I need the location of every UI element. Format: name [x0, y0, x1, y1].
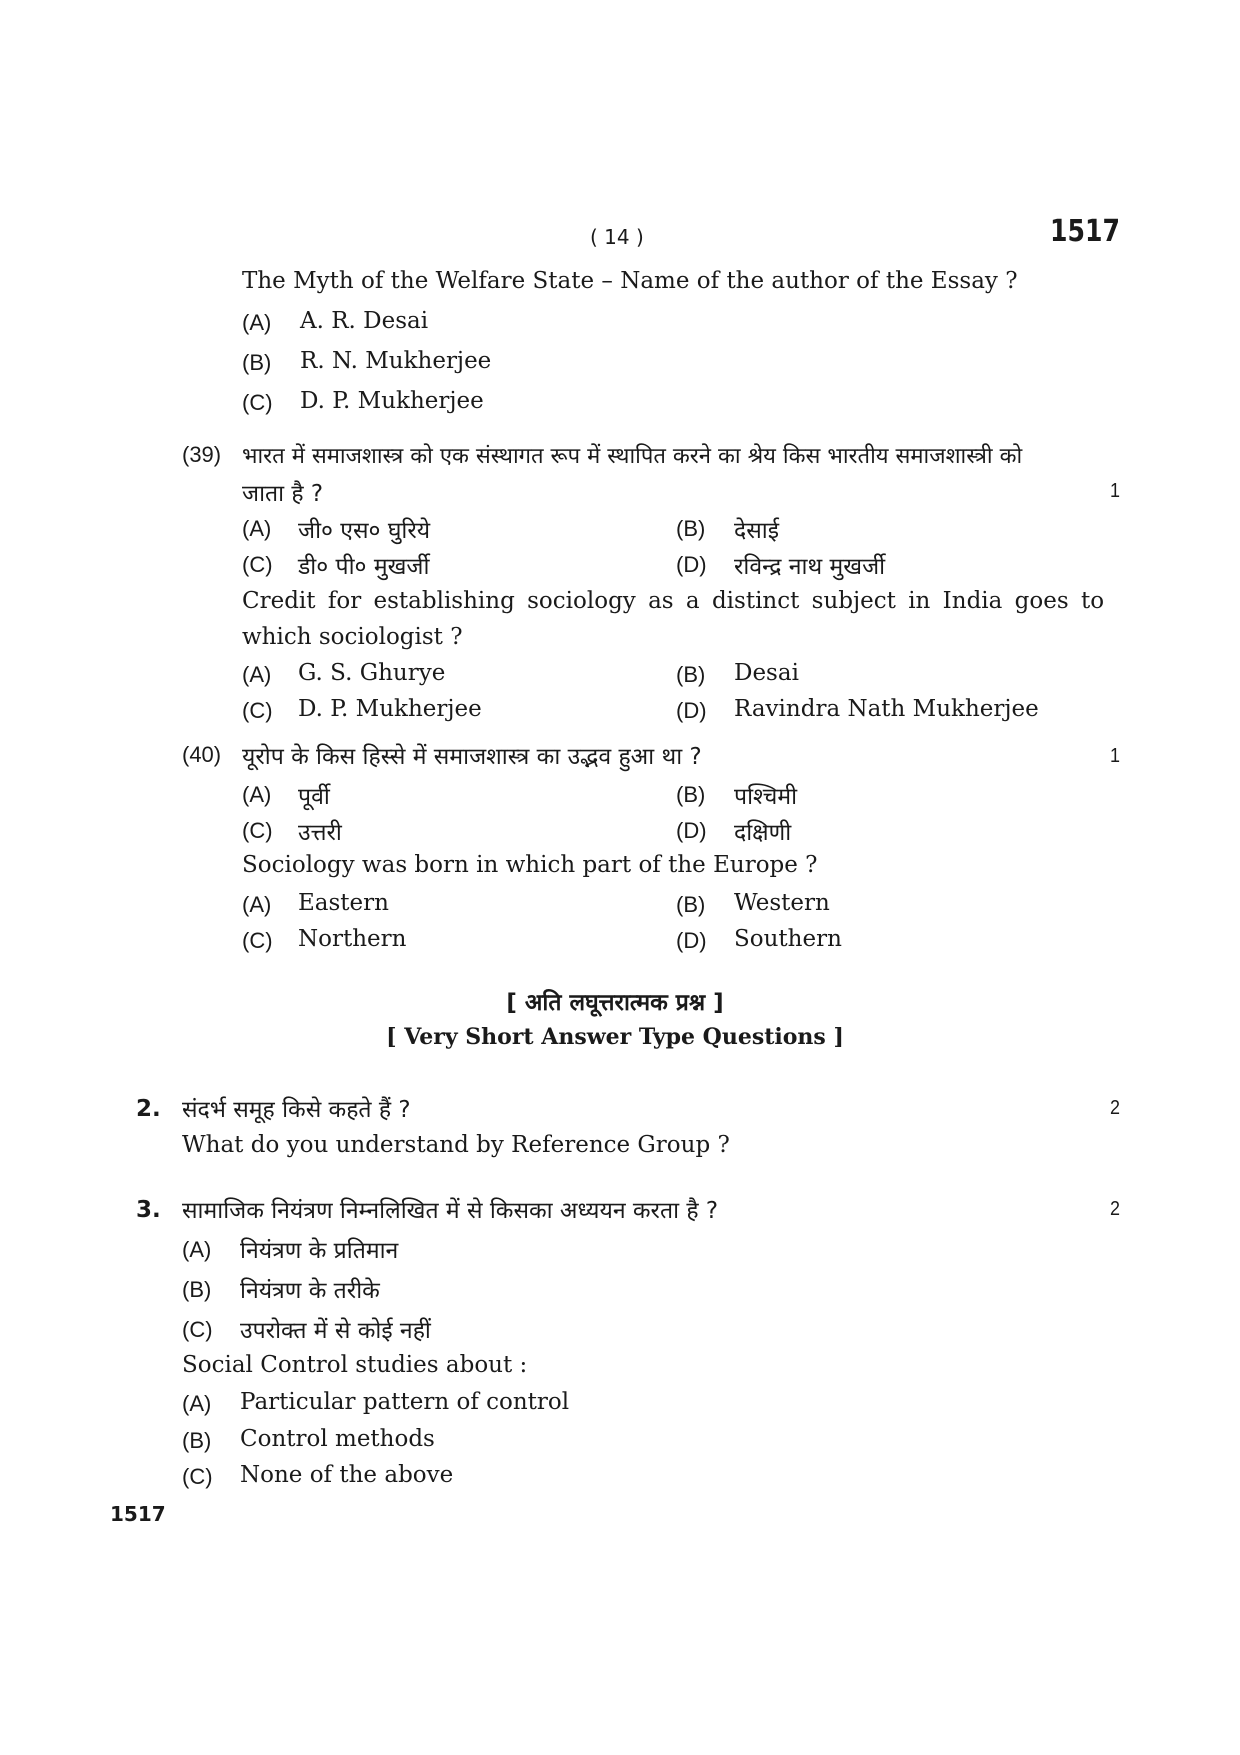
- q3-english-option-text: None of the above: [240, 1462, 454, 1488]
- q40-hindi-option-text: पूर्वी: [298, 784, 330, 810]
- section-title-hindi: [0, 985, 1240, 1017]
- q39-hindi-option-text: डी० पी० मुखर्जी: [298, 554, 430, 580]
- q40-hindi-option-text: पश्चिमी: [734, 784, 798, 810]
- q3-number: 3.: [136, 1197, 161, 1223]
- q40-english-option-letter: (D): [676, 928, 707, 953]
- q38-option-letter: (C): [242, 390, 273, 415]
- q40-english-option-text: Northern: [298, 926, 407, 952]
- q40-english-option-letter: (A): [242, 892, 272, 917]
- q40-hindi-option-letter: (B): [676, 782, 706, 807]
- q40-hindi-option-text: दक्षिणी: [734, 820, 792, 846]
- q3-english-option-text: Particular pattern of control: [240, 1389, 570, 1415]
- q40-english-option-text: Western: [734, 890, 830, 916]
- q39-hindi-option-text: रविन्द्र नाथ मुखर्जी: [734, 554, 886, 580]
- q40-hindi-option-letter: (D): [676, 818, 707, 843]
- q40-english-option-letter: (C): [242, 928, 273, 953]
- q39-hindi-option-letter: (A): [242, 516, 272, 541]
- q3-hindi-option-letter: (A): [182, 1237, 212, 1262]
- q39-hindi-line1: भारत में समाजशास्त्र को एक संस्थागत रूप में स्थापित करने का श्रेय किस भारतीय समाजशास्त्री को: [242, 444, 1023, 469]
- q38-option-text: A. R. Desai: [300, 308, 429, 334]
- section-title-english-text: [ Very Short Answer Type Questions ]: [386, 1024, 844, 1050]
- q3-english-option-letter: (B): [182, 1428, 212, 1453]
- q38-english-question: The Myth of the Welfare State – Name of the author of the Essay ?: [242, 268, 1018, 294]
- q39-english-option-text: G. S. Ghurye: [298, 660, 446, 686]
- q39-number: (39): [182, 442, 222, 467]
- page-number: ( 14 ): [590, 225, 644, 249]
- q3-english: Social Control studies about :: [182, 1352, 528, 1378]
- q3-english-option-letter: (A): [182, 1391, 212, 1416]
- q40-marks: 1: [1110, 745, 1121, 767]
- q39-hindi-option-letter: (B): [676, 516, 706, 541]
- section-title-english: [0, 1024, 1240, 1050]
- q40-number: (40): [182, 742, 222, 767]
- q3-marks: 2: [1110, 1198, 1121, 1220]
- q39-english-option-letter: (A): [242, 662, 272, 687]
- q38-option-text: D. P. Mukherjee: [300, 388, 484, 414]
- q3-hindi-option-text: नियंत्रण के प्रतिमान: [240, 1238, 399, 1264]
- q3-hindi-option-text: नियंत्रण के तरीके: [240, 1278, 380, 1304]
- q39-hindi-option-text: देसाई: [734, 518, 780, 544]
- q2-hindi: संदर्भ समूह किसे कहते हैं ?: [182, 1097, 411, 1123]
- q40-english-option-text: Eastern: [298, 890, 389, 916]
- q2-number: 2.: [136, 1096, 161, 1122]
- q39-hindi-line2: जाता है ?: [242, 481, 324, 507]
- q40-hindi-option-letter: (C): [242, 818, 273, 843]
- section-title-hindi-text: [ अति लघूत्तरात्मक प्रश्न ]: [506, 990, 724, 1016]
- q40-english-option-text: Southern: [734, 926, 842, 952]
- footer-code: 1517: [110, 1502, 166, 1526]
- q3-hindi: सामाजिक नियंत्रण निम्नलिखित में से किसका अध्ययन करता है ?: [182, 1198, 719, 1224]
- q2-english: What do you understand by Reference Group ?: [182, 1132, 730, 1158]
- q39-english-option-letter: (B): [676, 662, 706, 687]
- q39-english-option-text: Ravindra Nath Mukherjee: [734, 696, 1039, 722]
- q38-option-letter: (B): [242, 350, 272, 375]
- q38-option-text: R. N. Mukherjee: [300, 348, 492, 374]
- q40-hindi: यूरोप के किस हिस्से में समाजशास्त्र का उद्भव हुआ था ?: [242, 744, 702, 770]
- q39-english-option-text: Desai: [734, 660, 799, 686]
- q3-english-option-letter: (C): [182, 1464, 213, 1489]
- q38-option-letter: (A): [242, 310, 272, 335]
- q39-hindi-option-letter: (C): [242, 552, 273, 577]
- q40-hindi-option-text: उत्तरी: [298, 820, 342, 846]
- q39-english-option-text: D. P. Mukherjee: [298, 696, 482, 722]
- q3-hindi-option-text: उपरोक्त में से कोई नहीं: [240, 1318, 431, 1344]
- q39-english-line1: Credit for establishing sociology as a distinct subject in India goes to: [242, 588, 1105, 614]
- q3-english-option-text: Control methods: [240, 1426, 435, 1452]
- q39-english-option-letter: (D): [676, 698, 707, 723]
- q39-english-option-letter: (C): [242, 698, 273, 723]
- q3-hindi-option-letter: (B): [182, 1277, 212, 1302]
- q40-english-option-letter: (B): [676, 892, 706, 917]
- q40-english: Sociology was born in which part of the Europe ?: [242, 852, 818, 878]
- q39-hindi-option-text: जी० एस० घुरिये: [298, 518, 431, 544]
- paper-code: 1517: [1050, 214, 1120, 249]
- q39-english-line2: which sociologist ?: [242, 624, 463, 650]
- q2-marks: 2: [1110, 1097, 1121, 1119]
- q3-hindi-option-letter: (C): [182, 1317, 213, 1342]
- q39-marks: 1: [1110, 480, 1121, 502]
- q39-hindi-option-letter: (D): [676, 552, 707, 577]
- q40-hindi-option-letter: (A): [242, 782, 272, 807]
